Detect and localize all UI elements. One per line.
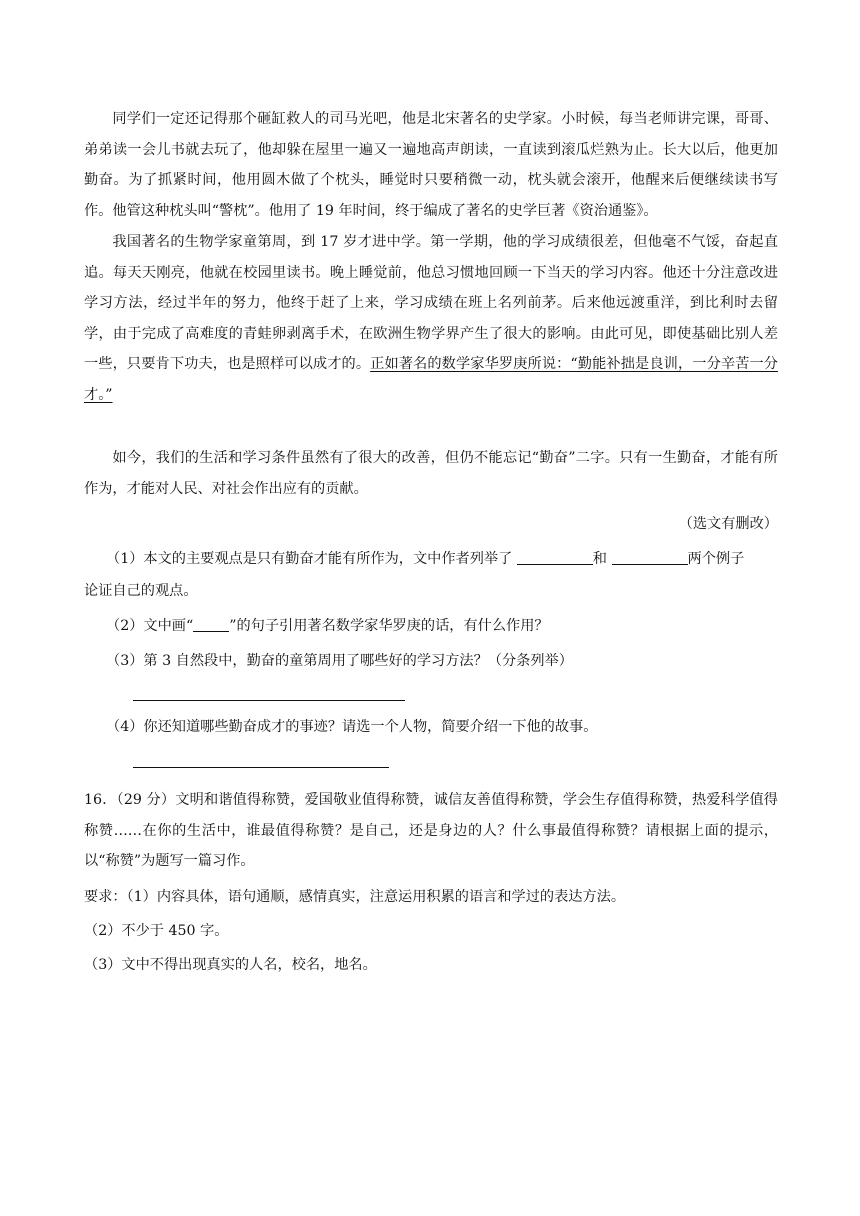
question-1 bbox=[84, 544, 800, 574]
question-4: （4）你还知道哪些勤奋成才的事迹？请选一个人物，简要介绍一下他的故事。 bbox=[106, 719, 598, 735]
passage-paragraph-2-text: 我国著名的生物学家童第周，到 17 岁才进中学。第一学期，他的学习成绩很差，但他毫不气馁，奋起直追。每天天刚亮，他就在校园里读书。晚上睡觉前，他总习惯地回顾一下当天的学习内容。他还十分注意改进学习方法，经过半年的努力，他终于赶了上来，学习成绩在班上名列前茅。后来他远渡重洋，到比利时去留学，由于完成了高难度的青蛙卵剥离手术，在欧洲生物学界产生了很大的影响。由此可见，即使基础比别人差一些，只要肯下功夫，也是照样可以成才的。 bbox=[84, 234, 778, 372]
requirement-2: （2）不少于 450 字。 bbox=[84, 923, 229, 939]
question-2-text-a: （2）文中画“ bbox=[106, 618, 194, 634]
question-1-text-a: （1）本文的主要观点是只有勤奋才能有所作为，文中作者列举了 bbox=[106, 551, 513, 567]
requirement-1: 要求：（1）内容具体，语句通顺，感情真实，注意运用积累的语言和学过的表达方法。 bbox=[84, 889, 626, 905]
passage-paragraph-3: 如今，我们的生活和学习条件虽然有了很大的改善，但仍不能忘记“勤奋”二字。只有一生勤奋，才能有所作为，才能对人民、对社会作出应有的贡献。 bbox=[84, 450, 778, 497]
q3-answer-line[interactable] bbox=[133, 700, 405, 701]
q1-blank-1[interactable] bbox=[517, 550, 593, 565]
question-16-prompt: 16．（29 分）文明和谐值得称赞，爱国敬业值得称赞，诚信友善值得称赞，学会生存值得称赞，热爱科学值得称赞……在你的生活中，谁最值得称赞？是自己，还是身边的人？什么事最值得称赞？请根据上面的提示，以“称赞”为题写一篇习作。 bbox=[84, 792, 778, 869]
question-1-text-c: 两个例子 bbox=[687, 551, 745, 567]
question-3: （3）第 3 自然段中，勤奋的童第周用了哪些好的学习方法？（分条列举） bbox=[106, 653, 573, 669]
q2-underline-mark bbox=[193, 617, 229, 632]
question-2 bbox=[84, 611, 800, 641]
q1-blank-2[interactable] bbox=[612, 550, 688, 565]
question-1-text-b: 和 bbox=[592, 551, 607, 567]
question-1-line-2: 论证自己的观点。 bbox=[84, 583, 198, 599]
requirement-3: （3）文中不得出现真实的人名，校名，地名。 bbox=[84, 957, 377, 973]
passage-paragraph-2 bbox=[84, 227, 778, 410]
q4-answer-line[interactable] bbox=[133, 767, 389, 768]
passage-paragraph-1: 同学们一定还记得那个砸缸救人的司马光吧，他是北宋著名的史学家。小时候，每当老师讲完课，哥哥、弟弟读一会儿书就去玩了，他却躲在屋里一遍又一遍地高声朗读，一直读到滚瓜烂熟为止。长大以后，他更加勤奋。为了抓紧时间，他用圆木做了个枕头，睡觉时只要稍微一动，枕头就会滚开，他醒来后便继续读书写作。他管这种枕头叫“警枕”。他用了 19 年时间，终于编成了著名的史学巨著《资治通鉴》。 bbox=[84, 111, 778, 219]
underlined-quote: 正如著名的数学家华罗庚所说：“勤能补拙是良训，一分辛苦一分才。” bbox=[84, 356, 778, 403]
source-note: （选文有删改） bbox=[678, 516, 778, 532]
question-2-text-b: ”的句子引用著名数学家华罗庚的话，有什么作用？ bbox=[229, 618, 549, 634]
